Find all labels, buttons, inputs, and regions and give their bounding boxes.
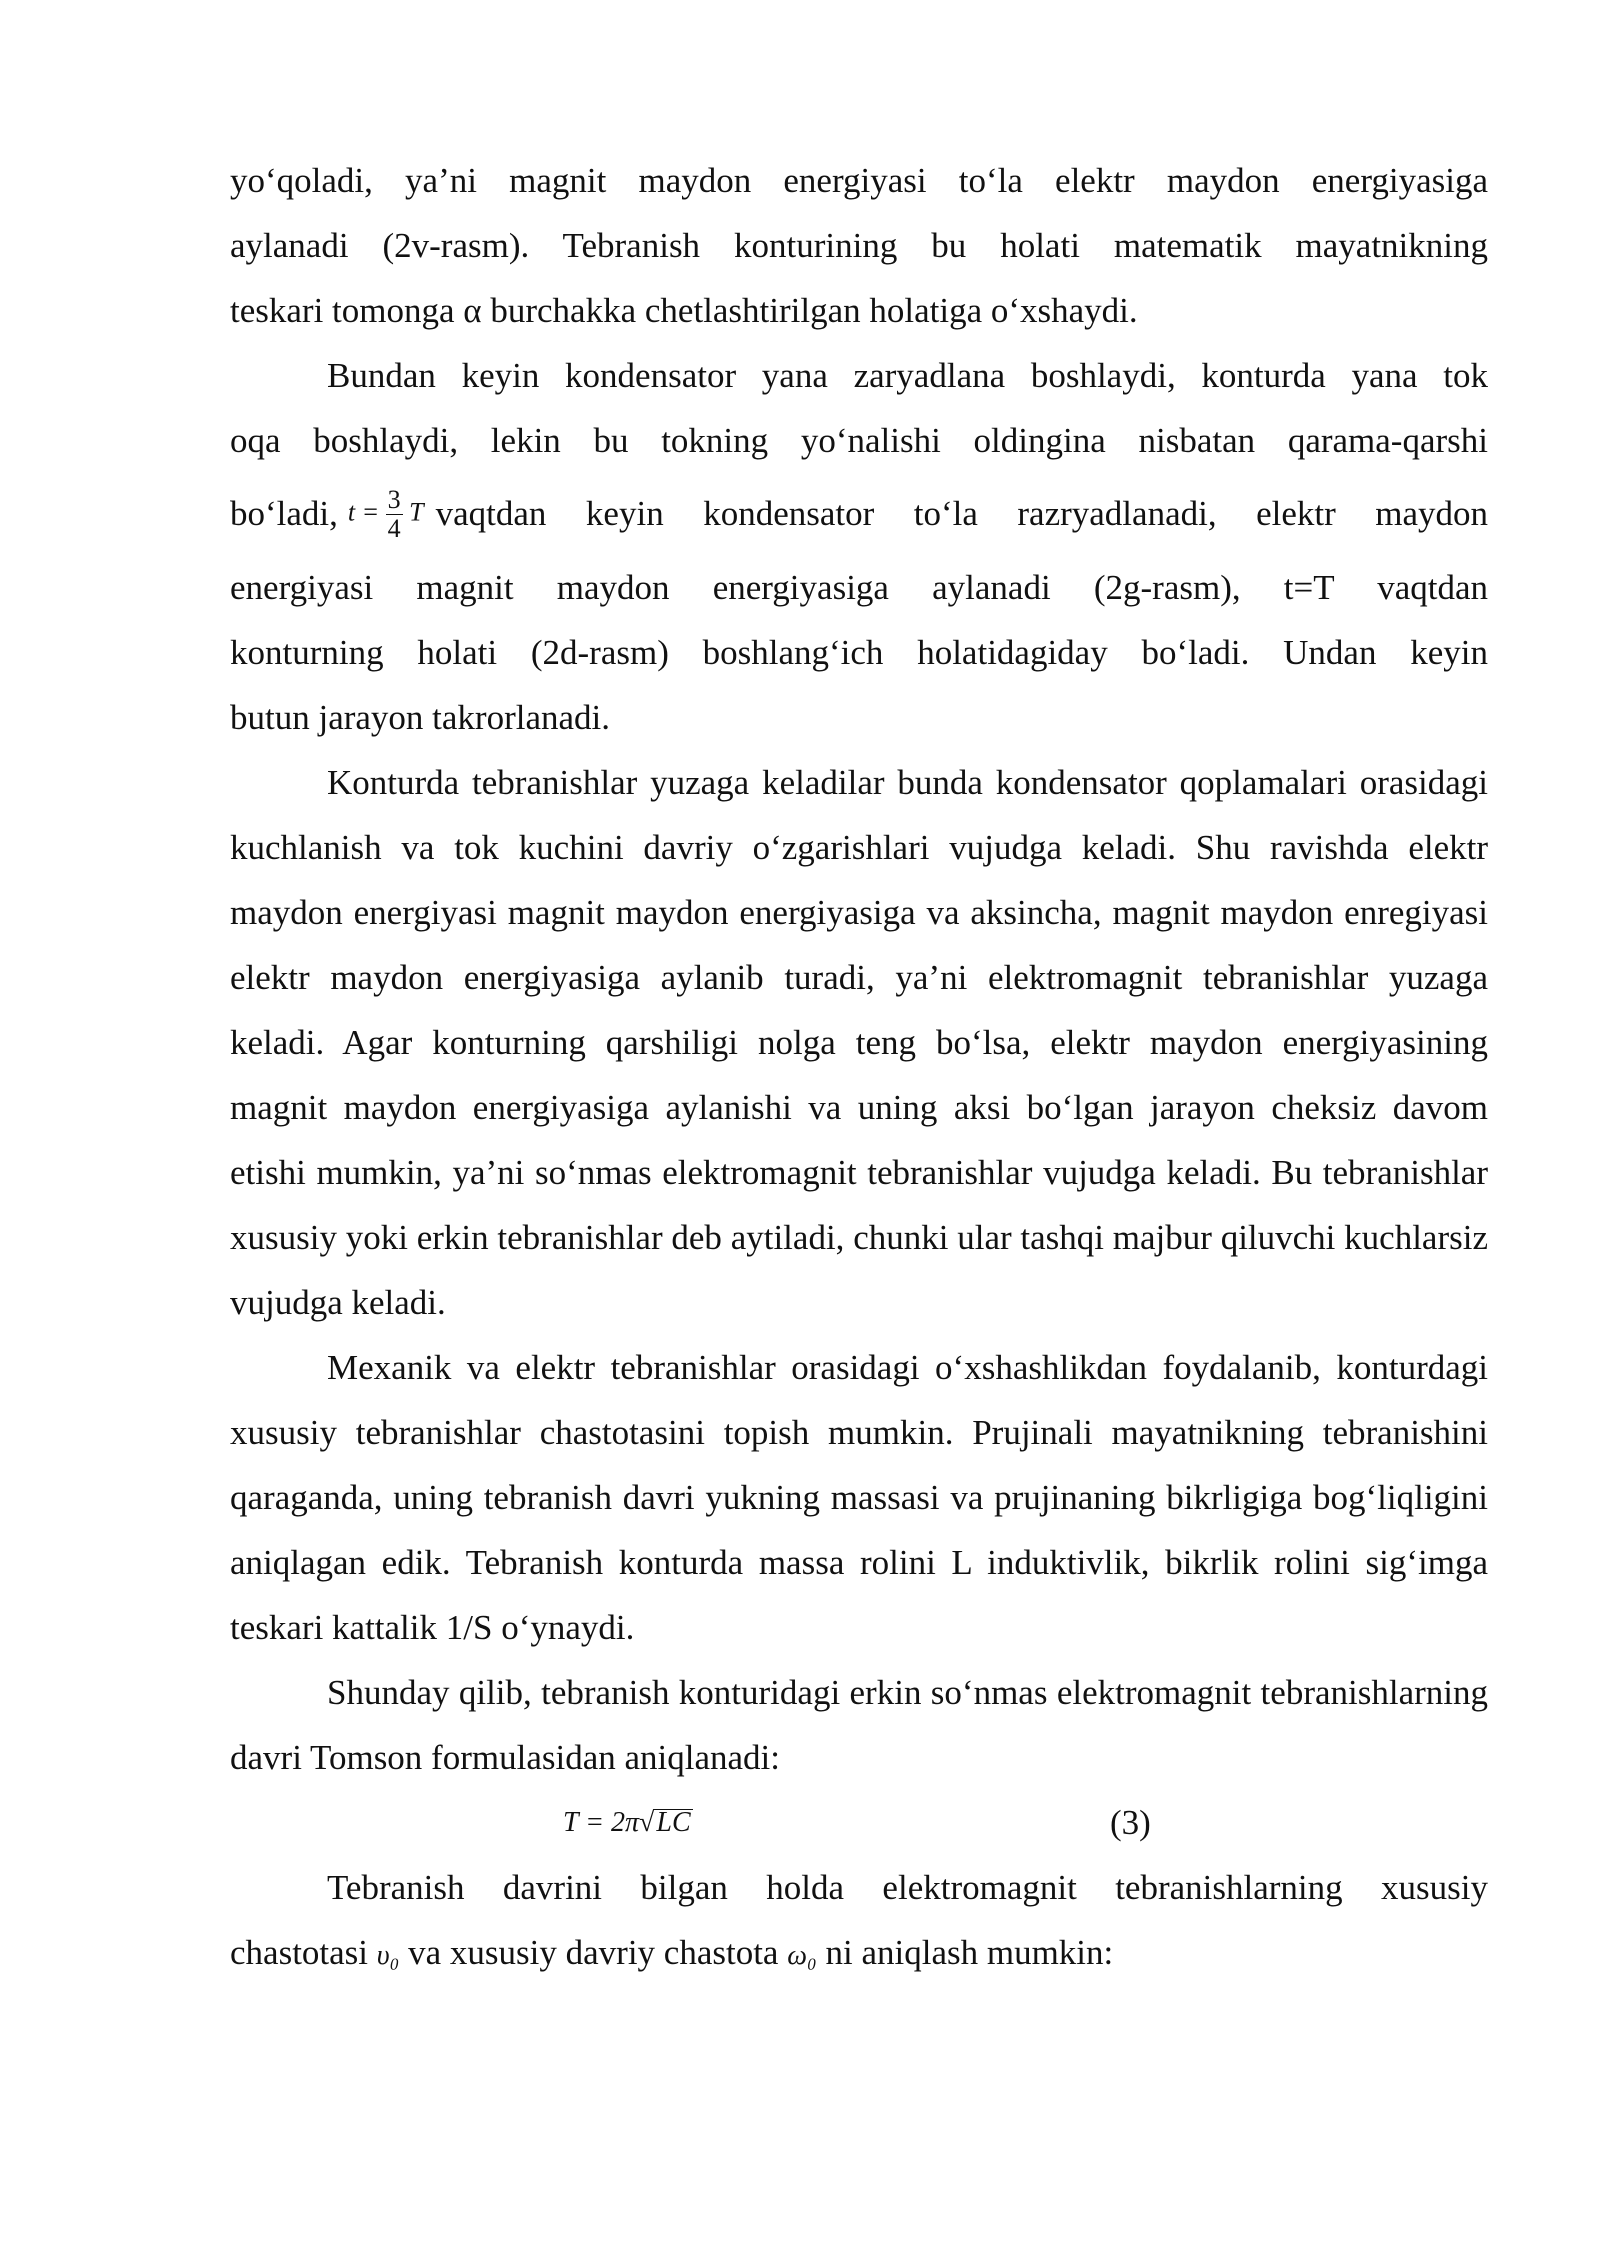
text-before-formula: bo‘ladi, [230,494,338,533]
nu-zero-symbol: υ₀ [376,1940,400,1971]
inline-time-formula [348,486,424,543]
paragraph-1-line-3: teskari tomonga α burchakka chetlashtirilgan holatiga o‘xshaydi. [230,291,1138,330]
paragraph-6-text-b: va xususiy davriy chastota [408,1933,779,1972]
text-after-formula: vaqtdan keyin kondensator to‘la razryadlanadi, elektr maydon [435,494,1488,533]
paragraph-2-line-5: konturning holati (2d-rasm) boshlang‘ich holatidagiday bo‘ladi. Undan keyin [230,633,1488,672]
formula-lhs: T = 2π [563,1807,639,1838]
paragraph-2-line-3-start [230,473,436,555]
paragraph-2-line-2: oqa boshlaydi, lekin bu tokning yo‘nalishi oldingina nisbatan qarama-qarshi [230,421,1488,460]
paragraph-2-line-4: energiyasi magnit maydon energiyasiga aylanadi (2g-rasm), t=T vaqtdan [230,568,1488,607]
paragraph-5: Shunday qilib, tebranish konturidagi erkin so‘nmas elektromagnit tebranishlarning davri Tomson formulasidan aniqlanadi: [230,1673,1488,1777]
paragraph-2-line-3 [230,473,1488,555]
paragraph-2 [230,343,1488,750]
document-page [230,148,1488,1988]
sqrt-sign: √ [639,1807,655,1838]
paragraph-6-text-a: chastotasi [230,1933,369,1972]
formula-radicand: LC [656,1807,691,1838]
paragraph-1-line-2: aylanadi (2v-rasm). Tebranish konturining bu holati matematik mayatnikning [230,226,1488,265]
fraction-denominator: 4 [387,513,401,543]
thomson-formula-row [230,1790,1488,1855]
paragraph-2-line-6: butun jarayon takrorlanadi. [230,698,611,737]
paragraph-4: Mexanik va elektr tebranishlar orasidagi o‘xshashlikdan foydalanib, konturdagi xususiy tebranishlar chastotasini topish mumkin. Prujinali mayatnikning tebranishini qaraganda, uning tebranish davri yukning massasi va prujinaning bikrligiga bog‘liqligini aniqlagan edik. Tebranish konturda massa rolini L induktivlik, bikrlik rolini sig‘imga teskari kattalik 1/S o‘ynaydi. [230,1348,1488,1647]
fraction-numerator: 3 [387,484,401,514]
paragraph-1-line-1: yo‘qoladi, ya’ni magnit maydon energiyasi to‘la elektr maydon energiyasiga [230,161,1488,200]
thomson-formula [563,1790,693,1855]
paragraph-6 [230,1855,1488,1988]
paragraph-2-line-1: Bundan keyin kondensator yana zaryadlana boshlaydi, konturda yana tok [327,356,1488,395]
formula-t-equals: t = [347,496,380,526]
omega-zero-symbol: ω₀ [787,1940,817,1971]
formula-period-T: T [409,496,424,526]
fraction [386,486,403,543]
equation-number: (3) [1110,1803,1151,1842]
paragraph-6-text-c: ni aniqlash mumkin: [825,1933,1114,1972]
paragraph-1 [230,148,1488,343]
paragraph-6-line-2 [230,1920,1488,1988]
paragraph-6-line-1: Tebranish davrini bilgan holda elektromagnit tebranishlarning xususiy [327,1868,1488,1907]
paragraph-3: Konturda tebranishlar yuzaga keladilar bunda kondensator qoplamalari orasidagi kuchlanish va tok kuchini davriy o‘zgarishlari vujudga keladi. Shu ravishda elektr maydon energiyasi magnit maydon energiyasiga va aksincha, magnit maydon enregiyasi elektr maydon energiyasiga aylanib turadi, ya’ni elektromagnit tebranishlar yuzaga keladi. Agar konturning qarshiligi nolga teng bo‘lsa, elektr maydon energiyasining magnit maydon energiyasiga aylanishi va uning aksi bo‘lgan jarayon cheksiz davom etishi mumkin, ya’ni so‘nmas elektromagnit tebranishlar vujudga keladi. Bu tebranishlar xususiy yoki erkin tebranishlar deb aytiladi, chunki ular tashqi majbur qiluvchi kuchlarsiz vujudga keladi. [230,763,1488,1322]
